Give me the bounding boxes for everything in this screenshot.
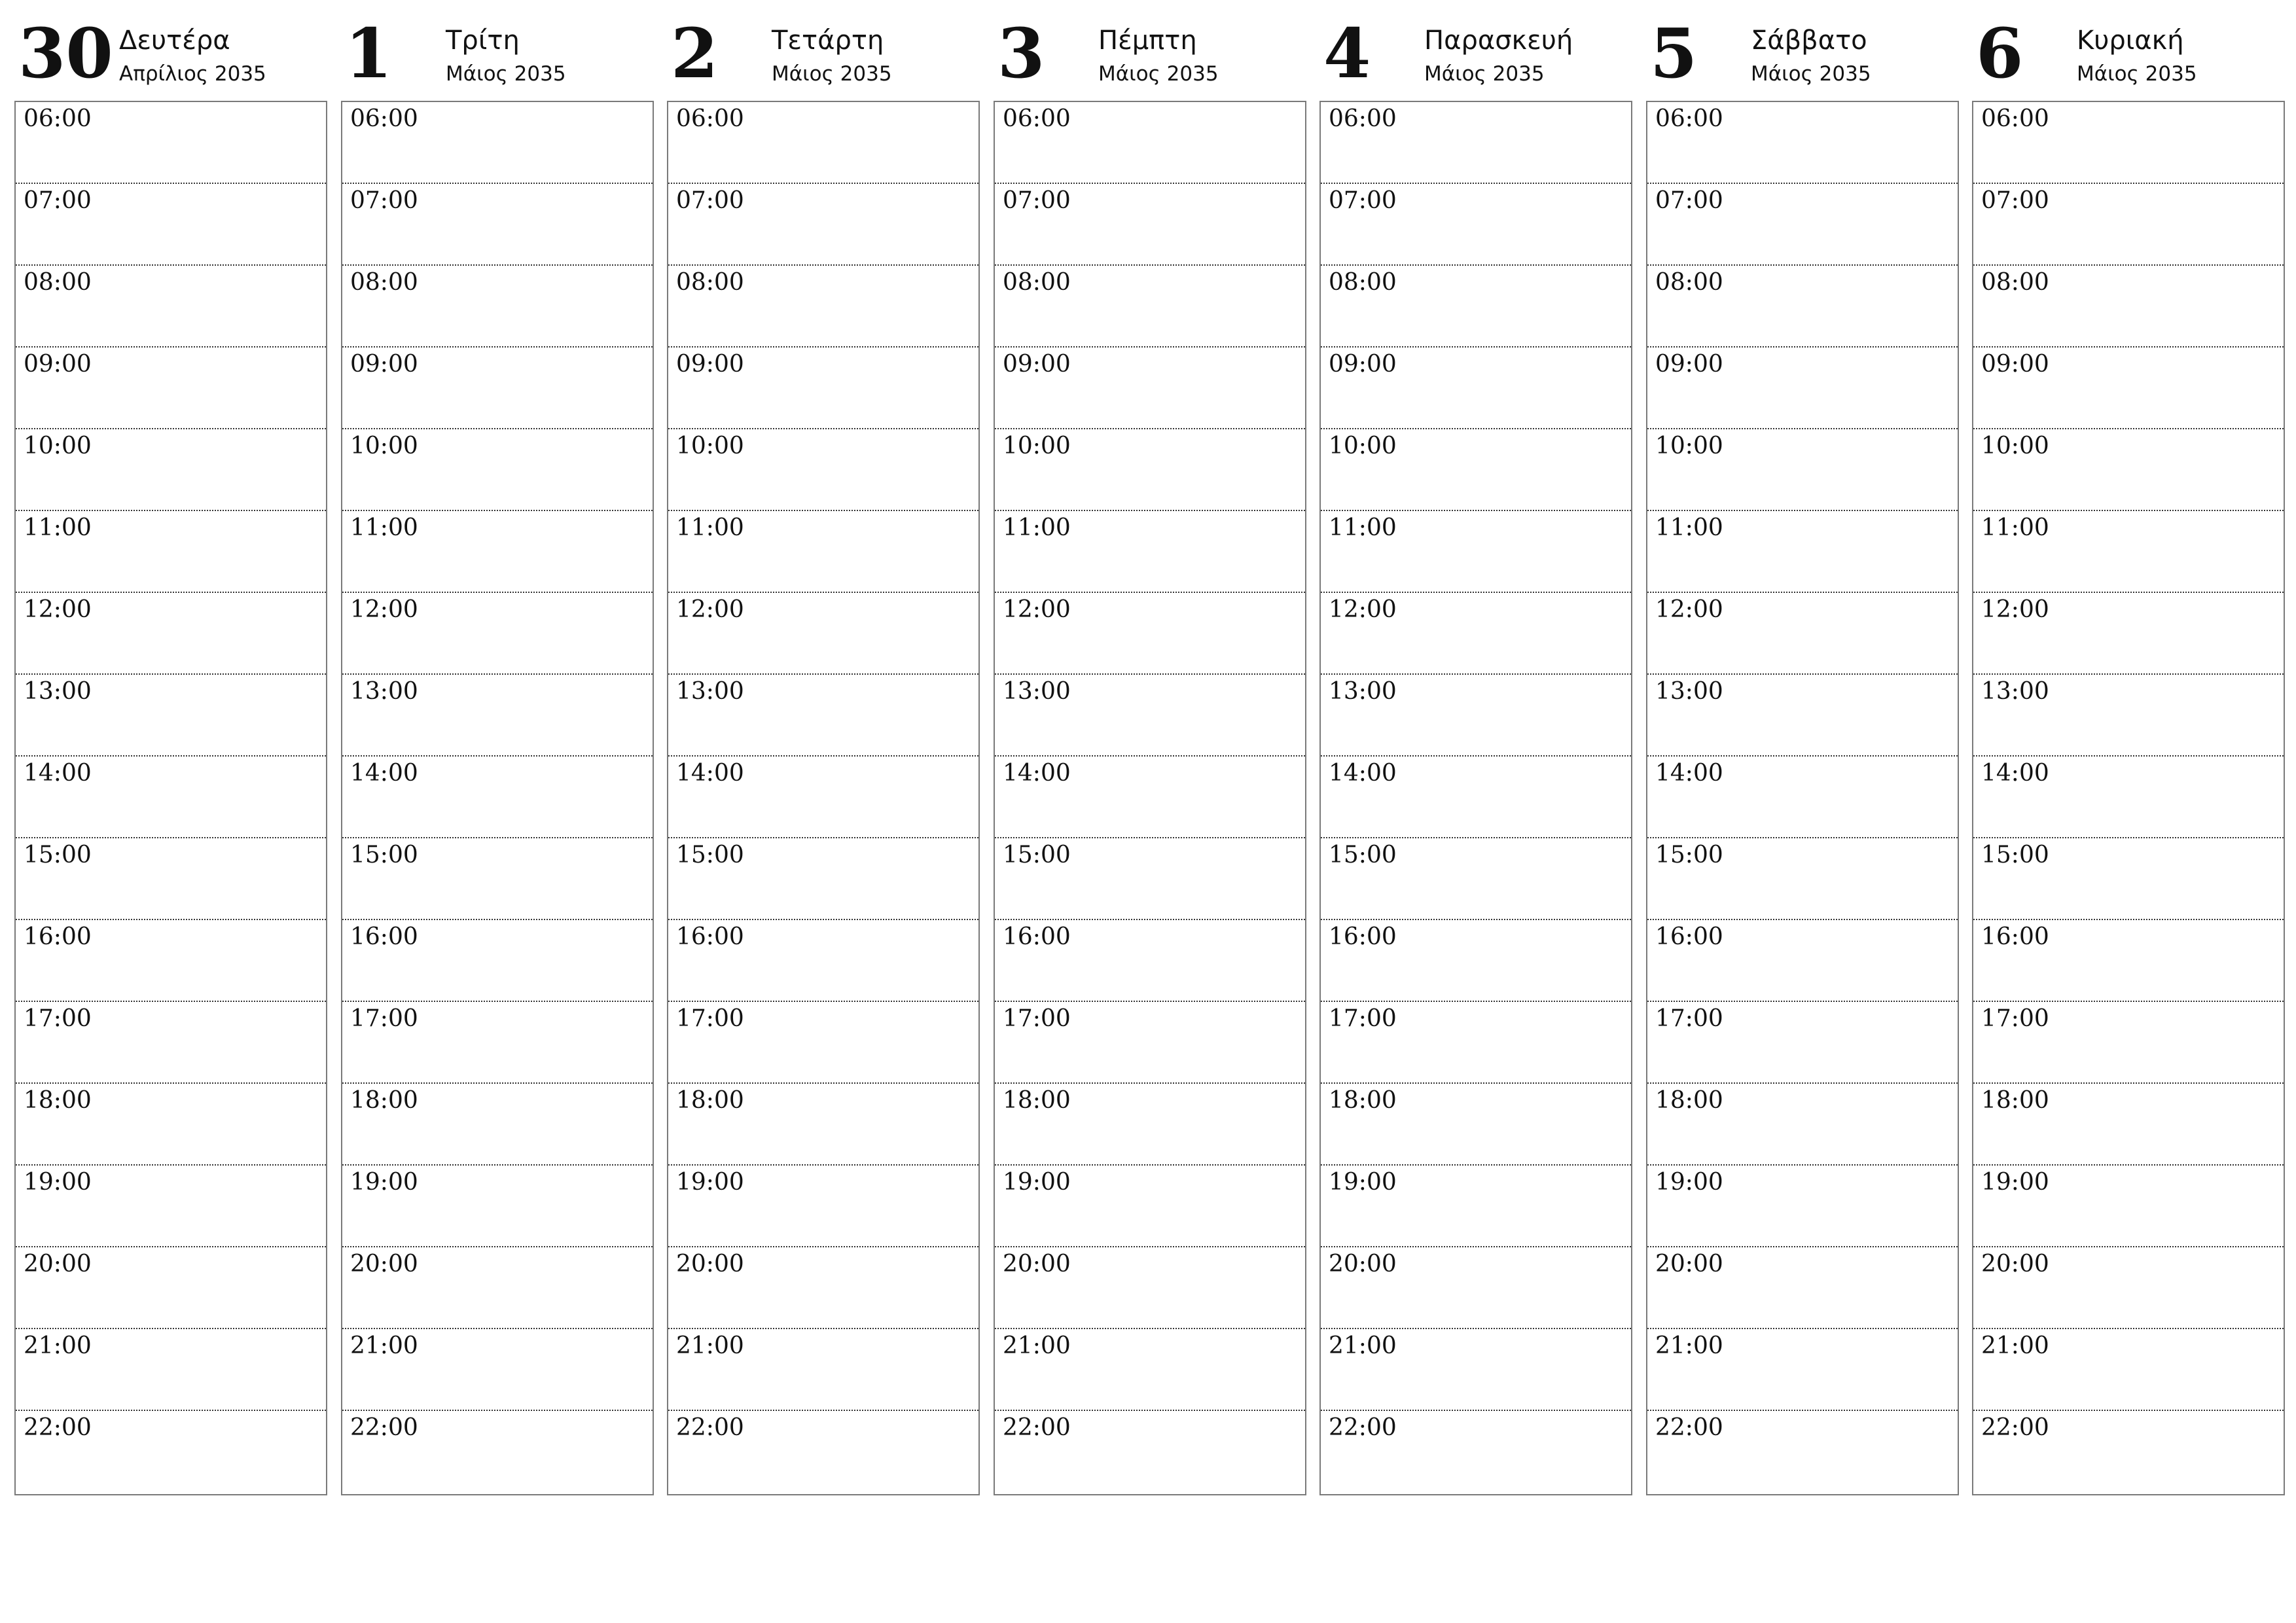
day-number: 4 — [1323, 13, 1371, 94]
hour-slot[interactable] — [1647, 1411, 1958, 1493]
day-number: 3 — [997, 13, 1045, 94]
day-column — [1319, 0, 1632, 1441]
hour-label: 11:00 — [1003, 514, 1071, 541]
hour-label: 13:00 — [1003, 678, 1071, 705]
hour-label: 08:00 — [1003, 269, 1071, 296]
hour-slot[interactable] — [342, 1247, 653, 1329]
day-number: 5 — [1650, 13, 1698, 94]
hour-label: 06:00 — [1003, 105, 1071, 132]
hour-slot[interactable] — [16, 1411, 326, 1493]
hour-label: 13:00 — [1329, 678, 1397, 705]
hour-label: 22:00 — [1981, 1414, 2049, 1441]
hour-slot[interactable] — [668, 1411, 978, 1493]
hour-slot[interactable] — [1647, 429, 1958, 511]
hour-slot[interactable] — [16, 757, 326, 838]
hour-slot[interactable] — [1973, 675, 2284, 757]
hour-slot[interactable] — [668, 675, 978, 757]
hour-slot[interactable] — [16, 675, 326, 757]
hour-label: 22:00 — [676, 1414, 744, 1441]
hour-slot[interactable] — [995, 184, 1305, 266]
hour-label: 13:00 — [1981, 678, 2049, 705]
hour-slot[interactable] — [342, 1084, 653, 1166]
hour-label: 15:00 — [1981, 842, 2049, 868]
hour-slot[interactable] — [342, 102, 653, 184]
hour-label: 13:00 — [350, 678, 418, 705]
hour-slot[interactable] — [16, 184, 326, 266]
day-name: Τετάρτη — [772, 26, 884, 56]
hour-label: 12:00 — [1655, 596, 1723, 623]
hour-label: 21:00 — [1981, 1332, 2049, 1359]
hour-label: 06:00 — [24, 105, 92, 132]
hour-label: 11:00 — [1655, 514, 1723, 541]
hour-slot[interactable] — [668, 757, 978, 838]
hour-label: 07:00 — [24, 187, 92, 214]
day-header — [341, 0, 654, 101]
hour-slot[interactable] — [1647, 348, 1958, 429]
hour-label: 14:00 — [1329, 760, 1397, 787]
hour-label: 20:00 — [1981, 1251, 2049, 1277]
hour-slot[interactable] — [995, 348, 1305, 429]
day-column — [14, 0, 327, 1441]
day-header — [1319, 0, 1632, 101]
day-month-year: Μάιος 2035 — [1098, 62, 1219, 86]
hour-label: 06:00 — [350, 105, 418, 132]
hour-slot[interactable] — [995, 675, 1305, 757]
hour-slot[interactable] — [1973, 511, 2284, 593]
hour-slot[interactable] — [16, 593, 326, 675]
hour-slot[interactable] — [995, 511, 1305, 593]
hour-slot[interactable] — [668, 593, 978, 675]
hour-label: 19:00 — [24, 1169, 92, 1196]
hour-slot[interactable] — [1321, 429, 1631, 511]
hour-label: 18:00 — [1329, 1087, 1397, 1114]
hour-slot[interactable] — [1647, 757, 1958, 838]
hour-label: 16:00 — [1329, 923, 1397, 950]
hour-slot[interactable] — [995, 1002, 1305, 1084]
hour-label: 14:00 — [1003, 760, 1071, 787]
hour-label: 09:00 — [24, 351, 92, 378]
hour-label: 07:00 — [1655, 187, 1723, 214]
hour-label: 13:00 — [676, 678, 744, 705]
hour-slot[interactable] — [1321, 511, 1631, 593]
hour-slot[interactable] — [668, 348, 978, 429]
day-name: Τρίτη — [446, 26, 520, 56]
hour-label: 12:00 — [676, 596, 744, 623]
hour-slot[interactable] — [1647, 920, 1958, 1002]
hour-label: 21:00 — [1329, 1332, 1397, 1359]
day-header — [994, 0, 1306, 101]
hour-label: 11:00 — [24, 514, 92, 541]
hour-label: 10:00 — [350, 433, 418, 459]
hour-slot[interactable] — [342, 1166, 653, 1247]
hour-slot[interactable] — [668, 1166, 978, 1247]
hour-label: 17:00 — [676, 1005, 744, 1032]
hour-label: 15:00 — [676, 842, 744, 868]
hour-slot[interactable] — [16, 348, 326, 429]
hour-label: 22:00 — [24, 1414, 92, 1441]
hour-slot[interactable] — [995, 1247, 1305, 1329]
hour-slot[interactable] — [342, 184, 653, 266]
day-month-year: Μάιος 2035 — [446, 62, 566, 86]
hour-slot[interactable] — [1973, 429, 2284, 511]
hour-label: 09:00 — [1329, 351, 1397, 378]
hour-slot[interactable] — [1321, 838, 1631, 920]
day-column — [994, 0, 1306, 1441]
hour-slot[interactable] — [1973, 184, 2284, 266]
hour-label: 11:00 — [1981, 514, 2049, 541]
hour-slot[interactable] — [1647, 838, 1958, 920]
hour-slot[interactable] — [668, 102, 978, 184]
hour-label: 15:00 — [350, 842, 418, 868]
hour-slot[interactable] — [1321, 1247, 1631, 1329]
hour-slot[interactable] — [995, 1166, 1305, 1247]
hour-label: 12:00 — [1329, 596, 1397, 623]
day-number: 6 — [1976, 13, 2024, 94]
day-schedule-box — [341, 101, 654, 1495]
day-schedule-box — [14, 101, 327, 1495]
hour-slot[interactable] — [668, 511, 978, 593]
hour-slot[interactable] — [16, 266, 326, 348]
hour-slot[interactable] — [342, 1329, 653, 1411]
hour-label: 22:00 — [1655, 1414, 1723, 1441]
hour-label: 21:00 — [1655, 1332, 1723, 1359]
hour-label: 16:00 — [350, 923, 418, 950]
hour-label: 19:00 — [1003, 1169, 1071, 1196]
hour-label: 19:00 — [350, 1169, 418, 1196]
day-header — [667, 0, 980, 101]
hour-slot[interactable] — [668, 1002, 978, 1084]
day-column — [1972, 0, 2285, 1441]
hour-label: 20:00 — [1655, 1251, 1723, 1277]
day-month-year: Μάιος 2035 — [1424, 62, 1545, 86]
hour-slot[interactable] — [1973, 757, 2284, 838]
hour-label: 14:00 — [24, 760, 92, 787]
hour-slot[interactable] — [1973, 102, 2284, 184]
hour-label: 21:00 — [24, 1332, 92, 1359]
hour-label: 06:00 — [1329, 105, 1397, 132]
hour-label: 16:00 — [676, 923, 744, 950]
hour-label: 17:00 — [1329, 1005, 1397, 1032]
hour-label: 17:00 — [1003, 1005, 1071, 1032]
hour-slot[interactable] — [342, 1411, 653, 1493]
hour-label: 15:00 — [1655, 842, 1723, 868]
hour-slot[interactable] — [1321, 1084, 1631, 1166]
hour-slot[interactable] — [668, 1084, 978, 1166]
hour-label: 16:00 — [24, 923, 92, 950]
day-number: 2 — [671, 13, 719, 94]
hour-slot[interactable] — [16, 838, 326, 920]
hour-slot[interactable] — [1647, 102, 1958, 184]
hour-slot[interactable] — [668, 429, 978, 511]
hour-label: 10:00 — [676, 433, 744, 459]
day-month-year: Μάιος 2035 — [1751, 62, 1871, 86]
hour-label: 06:00 — [1655, 105, 1723, 132]
hour-label: 22:00 — [1329, 1414, 1397, 1441]
hour-label: 21:00 — [1003, 1332, 1071, 1359]
hour-label: 17:00 — [350, 1005, 418, 1032]
hour-label: 10:00 — [1003, 433, 1071, 459]
hour-slot[interactable] — [1321, 348, 1631, 429]
hour-label: 11:00 — [676, 514, 744, 541]
hour-label: 20:00 — [676, 1251, 744, 1277]
hour-slot[interactable] — [1321, 1002, 1631, 1084]
hour-slot[interactable] — [342, 757, 653, 838]
hour-slot[interactable] — [1973, 1166, 2284, 1247]
hour-slot[interactable] — [16, 1002, 326, 1084]
hour-label: 12:00 — [1003, 596, 1071, 623]
hour-slot[interactable] — [16, 511, 326, 593]
hour-slot[interactable] — [995, 266, 1305, 348]
hour-label: 16:00 — [1981, 923, 2049, 950]
hour-label: 19:00 — [1981, 1169, 2049, 1196]
day-name: Κυριακή — [2077, 26, 2184, 56]
hour-slot[interactable] — [1973, 266, 2284, 348]
hour-label: 17:00 — [24, 1005, 92, 1032]
hour-slot[interactable] — [342, 511, 653, 593]
hour-slot[interactable] — [342, 266, 653, 348]
hour-label: 07:00 — [350, 187, 418, 214]
hour-label: 13:00 — [1655, 678, 1723, 705]
hour-label: 10:00 — [24, 433, 92, 459]
hour-label: 19:00 — [1655, 1169, 1723, 1196]
day-header — [1972, 0, 2285, 101]
hour-slot[interactable] — [342, 429, 653, 511]
hour-slot[interactable] — [1647, 1247, 1958, 1329]
hour-slot[interactable] — [342, 348, 653, 429]
day-schedule-box — [1319, 101, 1632, 1495]
hour-slot[interactable] — [1973, 1084, 2284, 1166]
hour-slot[interactable] — [1973, 838, 2284, 920]
hour-label: 15:00 — [24, 842, 92, 868]
hour-label: 21:00 — [350, 1332, 418, 1359]
hour-label: 06:00 — [1981, 105, 2049, 132]
hour-label: 08:00 — [350, 269, 418, 296]
day-schedule-box — [667, 101, 980, 1495]
hour-label: 11:00 — [350, 514, 418, 541]
hour-label: 10:00 — [1329, 433, 1397, 459]
hour-label: 18:00 — [24, 1087, 92, 1114]
day-schedule-box — [1646, 101, 1959, 1495]
hour-label: 18:00 — [1981, 1087, 2049, 1114]
hour-label: 09:00 — [1655, 351, 1723, 378]
hour-slot[interactable] — [16, 1166, 326, 1247]
hour-slot[interactable] — [668, 920, 978, 1002]
hour-slot[interactable] — [1321, 593, 1631, 675]
day-column — [341, 0, 654, 1441]
hour-label: 06:00 — [676, 105, 744, 132]
day-header — [14, 0, 327, 101]
hour-label: 07:00 — [1003, 187, 1071, 214]
hour-label: 22:00 — [350, 1414, 418, 1441]
hour-label: 09:00 — [350, 351, 418, 378]
hour-label: 18:00 — [1655, 1087, 1723, 1114]
hour-slot[interactable] — [16, 1329, 326, 1411]
hour-slot[interactable] — [1973, 1411, 2284, 1493]
day-month-year: Μάιος 2035 — [2077, 62, 2197, 86]
hour-slot[interactable] — [1647, 675, 1958, 757]
hour-slot[interactable] — [1647, 1329, 1958, 1411]
hour-slot[interactable] — [1321, 184, 1631, 266]
hour-slot[interactable] — [1321, 920, 1631, 1002]
hour-slot[interactable] — [668, 1247, 978, 1329]
hour-label: 08:00 — [1981, 269, 2049, 296]
hour-slot[interactable] — [1647, 1002, 1958, 1084]
day-number: 1 — [345, 13, 393, 94]
hour-slot[interactable] — [995, 1084, 1305, 1166]
hour-slot[interactable] — [995, 429, 1305, 511]
hour-slot[interactable] — [1647, 593, 1958, 675]
hour-slot[interactable] — [16, 429, 326, 511]
day-name: Παρασκευή — [1424, 26, 1573, 56]
hour-label: 18:00 — [350, 1087, 418, 1114]
hour-label: 17:00 — [1981, 1005, 2049, 1032]
day-column — [1646, 0, 1959, 1441]
hour-label: 10:00 — [1655, 433, 1723, 459]
hour-label: 07:00 — [1981, 187, 2049, 214]
hour-slot[interactable] — [1647, 184, 1958, 266]
hour-slot[interactable] — [16, 920, 326, 1002]
hour-label: 09:00 — [1003, 351, 1071, 378]
hour-label: 21:00 — [676, 1332, 744, 1359]
hour-label: 09:00 — [1981, 351, 2049, 378]
hour-slot[interactable] — [995, 593, 1305, 675]
hour-label: 12:00 — [24, 596, 92, 623]
hour-slot[interactable] — [342, 675, 653, 757]
hour-label: 08:00 — [1655, 269, 1723, 296]
day-name: Δευτέρα — [119, 26, 230, 56]
day-schedule-box — [994, 101, 1306, 1495]
day-schedule-box — [1972, 101, 2285, 1495]
hour-slot[interactable] — [1321, 1411, 1631, 1493]
hour-label: 15:00 — [1003, 842, 1071, 868]
hour-label: 08:00 — [676, 269, 744, 296]
hour-label: 19:00 — [676, 1169, 744, 1196]
hour-slot[interactable] — [668, 266, 978, 348]
hour-slot[interactable] — [995, 757, 1305, 838]
hour-label: 10:00 — [1981, 433, 2049, 459]
day-month-year: Απρίλιος 2035 — [119, 62, 266, 86]
hour-slot[interactable] — [995, 1411, 1305, 1493]
hour-slot[interactable] — [1973, 920, 2284, 1002]
hour-slot[interactable] — [1647, 1166, 1958, 1247]
hour-slot[interactable] — [1321, 266, 1631, 348]
hour-slot[interactable] — [342, 1002, 653, 1084]
hour-slot[interactable] — [1321, 102, 1631, 184]
hour-label: 07:00 — [1329, 187, 1397, 214]
hour-label: 16:00 — [1003, 923, 1071, 950]
hour-slot[interactable] — [16, 1084, 326, 1166]
hour-slot[interactable] — [1321, 1329, 1631, 1411]
hour-slot[interactable] — [1647, 266, 1958, 348]
hour-label: 22:00 — [1003, 1414, 1071, 1441]
day-header — [1646, 0, 1959, 101]
hour-label: 12:00 — [350, 596, 418, 623]
hour-slot[interactable] — [16, 1247, 326, 1329]
day-number: 30 — [18, 13, 113, 94]
hour-slot[interactable] — [1973, 348, 2284, 429]
hour-slot[interactable] — [995, 838, 1305, 920]
hour-label: 14:00 — [1655, 760, 1723, 787]
hour-slot[interactable] — [1647, 1084, 1958, 1166]
hour-slot[interactable] — [1647, 511, 1958, 593]
hour-slot[interactable] — [1973, 593, 2284, 675]
day-column — [667, 0, 980, 1441]
hour-slot[interactable] — [668, 1329, 978, 1411]
hour-slot[interactable] — [1321, 675, 1631, 757]
hour-label: 20:00 — [1003, 1251, 1071, 1277]
hour-label: 19:00 — [1329, 1169, 1397, 1196]
hour-label: 11:00 — [1329, 514, 1397, 541]
hour-slot[interactable] — [342, 920, 653, 1002]
hour-label: 15:00 — [1329, 842, 1397, 868]
hour-label: 07:00 — [676, 187, 744, 214]
hour-slot[interactable] — [342, 593, 653, 675]
hour-label: 14:00 — [1981, 760, 2049, 787]
hour-label: 08:00 — [1329, 269, 1397, 296]
day-name: Σάββατο — [1751, 26, 1867, 56]
hour-label: 09:00 — [676, 351, 744, 378]
hour-slot[interactable] — [668, 184, 978, 266]
day-name: Πέμπτη — [1098, 26, 1197, 56]
hour-label: 18:00 — [676, 1087, 744, 1114]
hour-slot[interactable] — [1973, 1329, 2284, 1411]
hour-slot[interactable] — [1973, 1002, 2284, 1084]
hour-slot[interactable] — [342, 838, 653, 920]
hour-label: 08:00 — [24, 269, 92, 296]
hour-slot[interactable] — [995, 102, 1305, 184]
hour-slot[interactable] — [995, 1329, 1305, 1411]
hour-slot[interactable] — [1321, 1166, 1631, 1247]
hour-slot[interactable] — [1321, 757, 1631, 838]
hour-label: 17:00 — [1655, 1005, 1723, 1032]
hour-label: 20:00 — [1329, 1251, 1397, 1277]
hour-label: 16:00 — [1655, 923, 1723, 950]
hour-slot[interactable] — [995, 920, 1305, 1002]
hour-label: 14:00 — [676, 760, 744, 787]
hour-slot[interactable] — [1973, 1247, 2284, 1329]
hour-slot[interactable] — [16, 102, 326, 184]
day-month-year: Μάιος 2035 — [772, 62, 892, 86]
hour-label: 18:00 — [1003, 1087, 1071, 1114]
hour-slot[interactable] — [668, 838, 978, 920]
hour-label: 13:00 — [24, 678, 92, 705]
hour-label: 20:00 — [24, 1251, 92, 1277]
hour-label: 12:00 — [1981, 596, 2049, 623]
hour-label: 14:00 — [350, 760, 418, 787]
hour-label: 20:00 — [350, 1251, 418, 1277]
